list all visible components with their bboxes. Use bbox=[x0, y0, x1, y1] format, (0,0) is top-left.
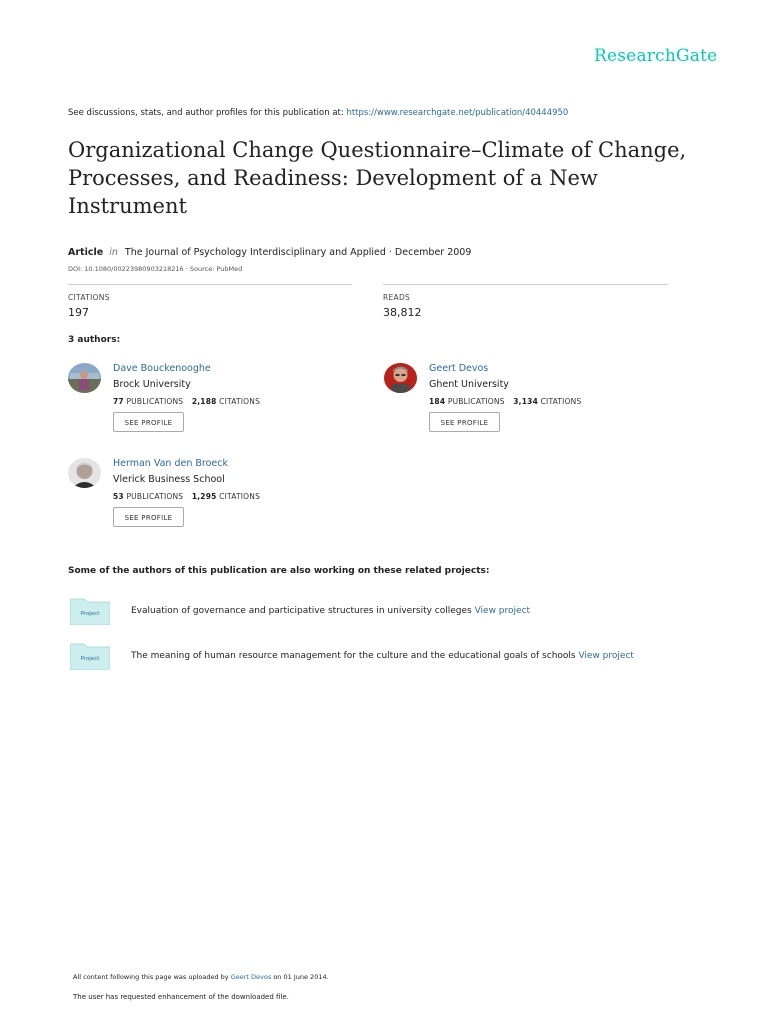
citations-label: CITATIONS bbox=[219, 492, 261, 501]
citations-divider bbox=[68, 284, 352, 285]
article-venue: The Journal of Psychology Interdisciplinary and Applied · December 2009 bbox=[124, 247, 472, 258]
upload-suffix: on 01 June 2014. bbox=[271, 973, 329, 981]
citations-label: CITATIONS bbox=[540, 397, 582, 406]
author-institution: Brock University bbox=[113, 379, 191, 390]
avatar[interactable] bbox=[68, 363, 101, 393]
publications-label: PUBLICATIONS bbox=[126, 397, 184, 406]
author-stats bbox=[113, 397, 260, 406]
uploader-link[interactable]: Geert Devos bbox=[230, 973, 272, 981]
reads-divider bbox=[383, 284, 668, 285]
related-projects-heading: Some of the authors of this publication are also working on these related projects: bbox=[68, 566, 490, 576]
project-title: The meaning of human resource management for the culture and the educational goals of schools bbox=[131, 651, 579, 661]
researchgate-logo[interactable]: ResearchGate bbox=[594, 46, 718, 66]
reads-label: READS bbox=[383, 293, 411, 302]
citations-value: 197 bbox=[68, 306, 89, 319]
author-card bbox=[384, 363, 684, 443]
author-stats bbox=[429, 397, 581, 406]
author-card bbox=[68, 458, 368, 538]
article-title: Organizational Change Questionnaire–Climate of Change, Processes, and Readiness: Development of a New Instrument bbox=[68, 138, 687, 218]
avatar[interactable] bbox=[68, 458, 101, 488]
author-name[interactable]: Geert Devos bbox=[429, 363, 489, 374]
project-title: Evaluation of governance and participative structures in university colleges bbox=[131, 606, 475, 616]
publications-label: PUBLICATIONS bbox=[126, 492, 184, 501]
in-label: in bbox=[109, 247, 118, 258]
author-name[interactable]: Herman Van den Broeck bbox=[113, 458, 228, 469]
author-stats bbox=[113, 492, 260, 501]
see-profile-button[interactable]: SEE PROFILE bbox=[429, 412, 500, 432]
see-profile-button[interactable]: SEE PROFILE bbox=[113, 507, 184, 527]
author-card bbox=[68, 363, 368, 443]
article-type: Article bbox=[68, 247, 104, 258]
authors-heading: 3 authors: bbox=[68, 335, 121, 345]
reads-value: 38,812 bbox=[383, 306, 422, 319]
folder-label: Project bbox=[80, 611, 100, 617]
project-item bbox=[70, 597, 690, 627]
publications-label: PUBLICATIONS bbox=[447, 397, 505, 406]
avatar[interactable] bbox=[384, 363, 417, 393]
project-item bbox=[70, 642, 690, 672]
folder-label: Project bbox=[80, 656, 100, 662]
project-folder-icon bbox=[70, 642, 110, 670]
upload-note bbox=[73, 973, 329, 981]
project-description bbox=[131, 651, 634, 661]
citations-count: 3,134 bbox=[513, 397, 538, 406]
upload-prefix: All content following this page was uploaded by bbox=[73, 973, 231, 981]
request-note: The user has requested enhancement of the downloaded file. bbox=[73, 993, 289, 1001]
publications-count: 77 bbox=[113, 397, 124, 406]
discussion-prefix: See discussions, stats, and author profiles for this publication at: bbox=[68, 108, 347, 118]
view-project-link[interactable]: View project bbox=[474, 606, 531, 616]
publications-count: 184 bbox=[429, 397, 446, 406]
doi-line: DOI: 10.1080/00223980903218216 · Source: PubMed bbox=[68, 265, 243, 273]
citations-count: 1,295 bbox=[191, 492, 217, 501]
project-description bbox=[131, 606, 530, 616]
citations-label: CITATIONS bbox=[68, 293, 110, 302]
publications-count: 53 bbox=[113, 492, 124, 501]
publication-link[interactable]: https://www.researchgate.net/publication/40444950 bbox=[346, 108, 569, 118]
see-profile-button[interactable]: SEE PROFILE bbox=[113, 412, 184, 432]
author-name[interactable]: Dave Bouckenooghe bbox=[113, 363, 211, 374]
view-project-link[interactable]: View project bbox=[578, 651, 634, 661]
article-meta bbox=[68, 247, 471, 258]
author-institution: Ghent University bbox=[429, 379, 509, 390]
citations-label: CITATIONS bbox=[219, 397, 261, 406]
author-institution: Vlerick Business School bbox=[113, 474, 225, 485]
citations-count: 2,188 bbox=[191, 397, 217, 406]
project-folder-icon bbox=[70, 597, 110, 625]
discussion-line bbox=[68, 108, 568, 118]
